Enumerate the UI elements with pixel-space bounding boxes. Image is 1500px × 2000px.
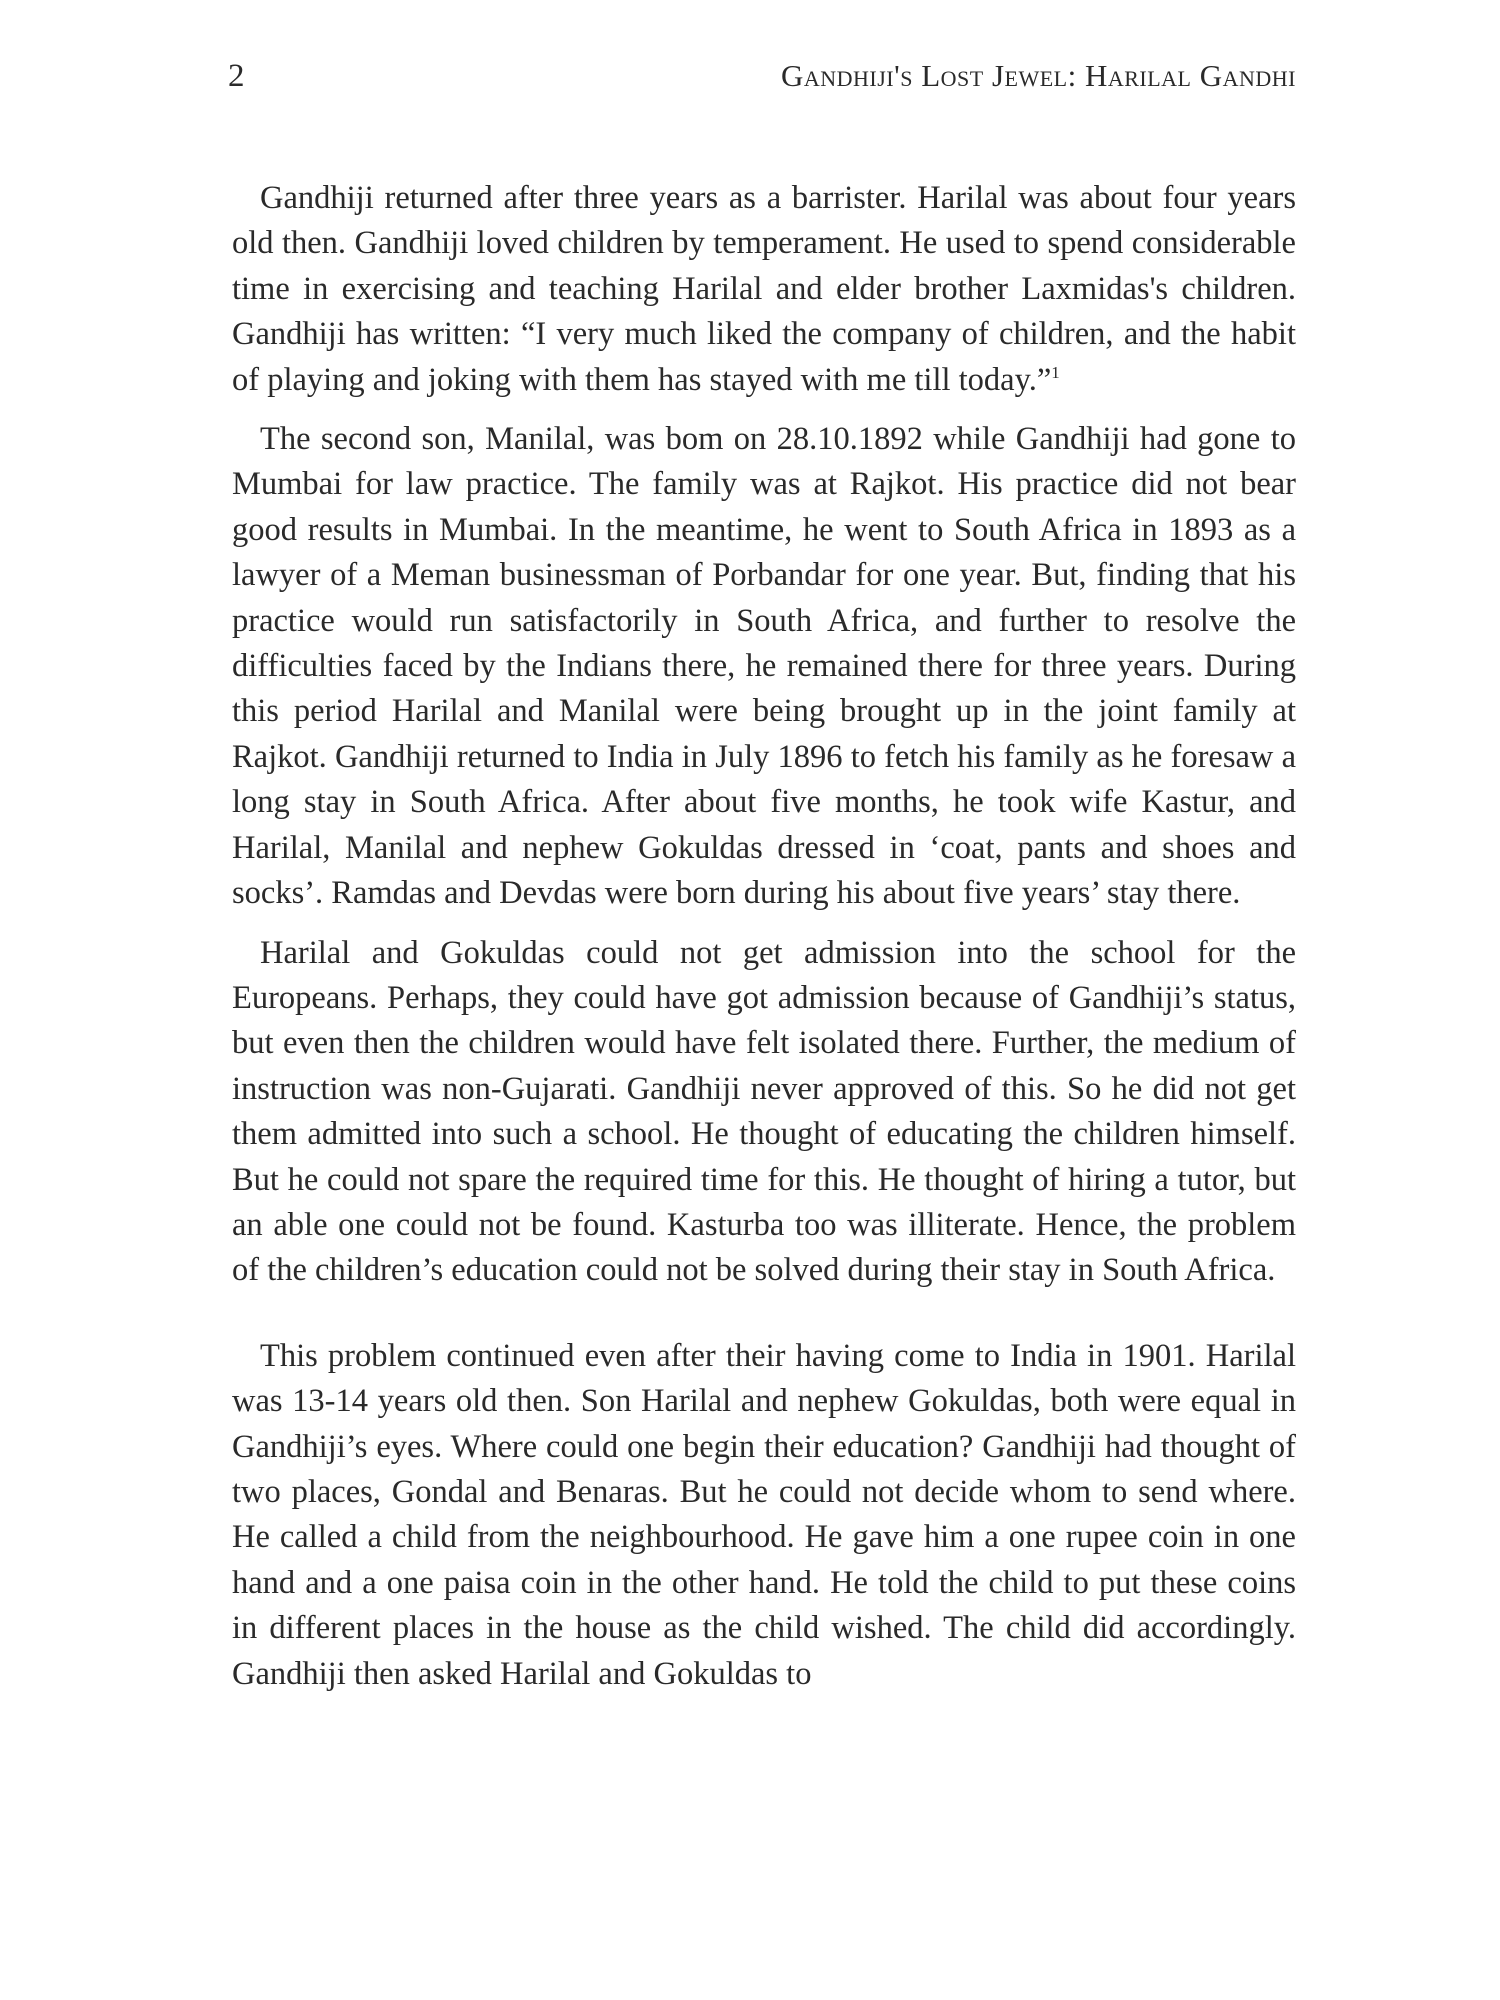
page-number: 2: [228, 58, 245, 94]
paragraph-2: The second son, Manilal, was bom on 28.10.1892 while Gandhiji had gone to Mumbai for law practice. The family was at Rajkot. His practice did not bear good results in Mumbai. In the meantime, he went to South Africa in 1893 as a lawyer of a Meman businessman of Porbandar for one year. But, finding that his practice would run satisfactorily in South Africa, and further to resolve the difficulties faced by the Indians there, he remained there for three years. During this period Harilal and Manilal were being brought up in the joint family at Rajkot. Gandhiji returned to India in July 1896 to fetch his family as he foresaw a long stay in South Africa. After about five months, he took wife Kastur, and Harilal, Manilal and nephew Gokuldas dressed in ‘coat, pants and shoes and socks’. Ramdas and Devdas were born during his about five years’ stay there.: [232, 421, 1296, 912]
body-text: [232, 176, 1296, 1711]
paragraph-4: This problem continued even after their having come to India in 1901. Harilal was 13-14 years old then. Son Harilal and nephew Gokuldas, both were equal in Gandhiji’s eyes. Where could one begin their education? Gandhiji had thought of two places, Gondal and Benaras. But he could not decide whom to send where. He called a child from the neighbourhood. He gave him a one rupee coin in one hand and a one paisa coin in the other hand. He told the child to put these coins in different places in the house as the child wished. The child did accordingly. Gandhiji then asked Harilal and Gokuldas to: [232, 1337, 1296, 1692]
paragraph-1-text: Gandhiji returned after three years as a barrister. Harilal was about four years old then. Gandhiji loved children by temperament. He used to spend considerable time in exercising and teaching Harilal and elder brother Laxmidas's children. Gandhiji has written: “I very much liked the company of children, and the habit of playing and joking with them has stayed with me till today.”: [232, 180, 1296, 398]
footnote-ref: 1: [1051, 362, 1060, 382]
running-title: Gandhiji's Lost Jewel: Harilal Gandhi: [780, 58, 1296, 93]
paragraph-1: [232, 176, 1296, 403]
paragraph-3: Harilal and Gokuldas could not get admission into the school for the Europeans. Perhaps, they could have got admission because of Gandhiji’s status, but even then the children would have felt isolated there. Further, the medium of instruction was non-Gujarati. Gandhiji never approved of this. So he did not get them admitted into such a school. He thought of educating the children himself. But he could not spare the required time for this. He thought of hiring a tutor, but an able one could not be found. Kasturba too was illiterate. Hence, the problem of the children’s education could not be solved during their stay in South Africa.: [232, 934, 1296, 1289]
running-head: [228, 54, 1296, 98]
